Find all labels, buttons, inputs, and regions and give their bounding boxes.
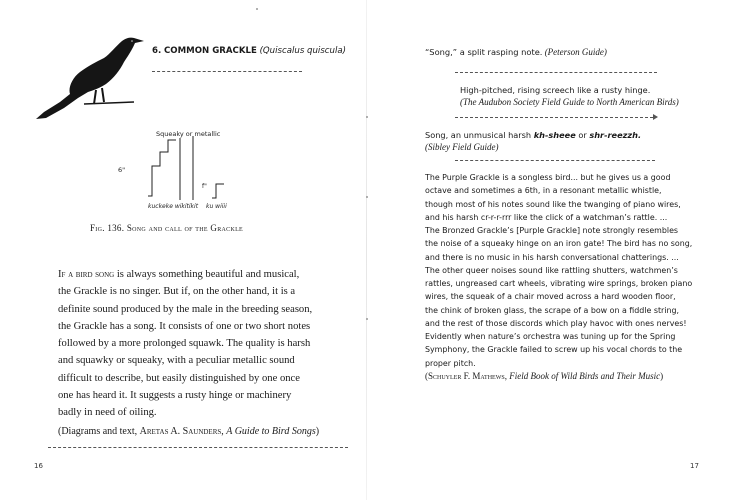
body-line: rattles, ungreased cart wheels, vibrating wire springs, broken piano <box>425 279 693 288</box>
audubon-quote: High-pitched, rising screech like a rusty hinge. <box>460 85 651 95</box>
figure-caption <box>90 223 243 233</box>
scan-speck <box>366 318 368 320</box>
body-line: and squawky or squeaky, with a peculiar metallic sound <box>58 355 295 367</box>
footer-divider <box>48 447 348 448</box>
entry-name: COMMON GRACKLE <box>163 46 257 56</box>
body-line: the chink of broken glass, the scrape of a bow on a fiddle string, <box>425 305 680 315</box>
body-text: is always something beautiful and musical, <box>114 269 300 280</box>
page-number-left: 16 <box>34 462 43 470</box>
audubon-source: (The Audubon Society Field Guide to North American Birds) <box>460 97 679 107</box>
sibley-quote <box>425 130 641 140</box>
sibley-call-2: shr-reezzh. <box>589 130 642 140</box>
source-line: (Diagrams and text, Aretas A. Saunders, A Guide to Bird Songs) <box>58 425 320 437</box>
body-line: difficult to describe, but easily distinguished by one once <box>58 372 300 384</box>
page-number-right: 17 <box>690 462 699 470</box>
source-title: Field Book of Wild Birds and Their Music <box>509 370 661 381</box>
song-diagram <box>108 128 268 218</box>
body-line: The other queer noises sound like rattling shutters, watchmen’s <box>425 265 678 275</box>
body-line: and his harsh cr-r-r-rrr like the click of a watchman’s rattle. ... <box>425 212 668 222</box>
figure-caption-text: Song and call of the Grackle <box>126 223 244 233</box>
source-prefix: (Diagrams and text, <box>58 425 140 437</box>
peterson-source: (Peterson Guide) <box>544 47 607 57</box>
mathews-text <box>425 171 705 383</box>
source-suffix: ) <box>315 425 320 437</box>
diagram-mid-label: f" <box>202 183 207 190</box>
peterson-quote-line <box>425 47 607 57</box>
body-line: one has heard it. It suggests a rusty hinge or machinery <box>58 390 292 402</box>
divider-arrow-line <box>455 117 653 118</box>
scan-speck <box>366 116 368 118</box>
body-line: definite sound produced by the male in the breeding season, <box>58 303 313 315</box>
source-suffix: ) <box>660 370 664 381</box>
entry-number: 6. <box>152 46 162 56</box>
body-line <box>58 266 348 283</box>
body-line: and the rest of those discords which play havoc with ones nerves! <box>425 318 687 328</box>
source-author: Aretas A. Saunders <box>139 425 222 437</box>
saunders-text <box>58 266 348 440</box>
book-gutter <box>366 0 367 500</box>
divider <box>455 160 655 161</box>
source-title: A Guide to Bird Songs <box>226 425 316 437</box>
sibley-prefix: Song, an unmusical harsh <box>425 130 534 140</box>
body-line: The Bronzed Grackle’s [Purple Grackle] note strongly resembles <box>425 226 679 235</box>
mathews-source-line: (Schuyler F. Mathews, Field Book of Wild Birds and Their Music) <box>425 370 664 381</box>
body-line: the noise of a squeaky hinge on an iron gate! The bird has no song, <box>425 239 693 249</box>
body-line: Symphony, the Grackle failed to screw up his vocal chords to the <box>425 345 683 355</box>
body-line: Evidently when nature’s orchestra was tuning up for the Spring <box>425 332 676 341</box>
peterson-quote: “Song,” a split rasping note. <box>425 47 543 57</box>
body-line: octave and sometimes a 6th, in a resonant metallic whistle, <box>425 186 662 196</box>
entry-title <box>152 46 346 56</box>
body-line: wires, the squeak of a chair moved across a hard wooden floor, <box>425 292 676 302</box>
body-line: proper pitch. <box>425 358 476 368</box>
body-line: The Purple Grackle is a songless bird... but he gives us a good <box>425 173 671 182</box>
arrow-right-icon <box>653 114 658 120</box>
source-prefix: ( <box>425 370 428 381</box>
body-lead: If a bird song <box>58 269 115 280</box>
body-line: and there is no music in his harsh conversational chatterings. ... <box>425 252 679 262</box>
diagram-syllables-left: kuckeke wikitikit <box>148 203 199 210</box>
entry-scientific-name: (Quiscalus quiscula) <box>259 46 346 56</box>
grackle-silhouette <box>34 32 146 120</box>
source-author: Schuyler F. Mathews <box>428 370 505 381</box>
scan-speck <box>366 196 368 198</box>
scan-speck <box>256 8 258 10</box>
body-line: the Grackle is no singer. But if, on the other hand, it is a <box>58 286 296 298</box>
body-line: though most of his notes sound like the twanging of piano wires, <box>425 199 681 209</box>
sibley-or: or <box>575 130 590 140</box>
divider <box>152 71 302 72</box>
body-line: followed by a more prolonged squawk. The quality is harsh <box>58 338 311 350</box>
divider <box>455 72 657 73</box>
body-line: badly in need of oiling. <box>58 407 157 419</box>
figure-number: Fig. 136. <box>90 223 125 233</box>
diagram-side-label: 6" <box>118 166 126 174</box>
sibley-source: (Sibley Field Guide) <box>425 142 499 152</box>
sibley-call-1: kh-sheee <box>533 130 576 140</box>
diagram-top-label: Squeaky or metallic <box>156 130 221 138</box>
body-line: the Grackle has a song. It consists of one or two short notes <box>58 320 311 332</box>
diagram-syllables-right: ku wiiii <box>206 203 227 210</box>
